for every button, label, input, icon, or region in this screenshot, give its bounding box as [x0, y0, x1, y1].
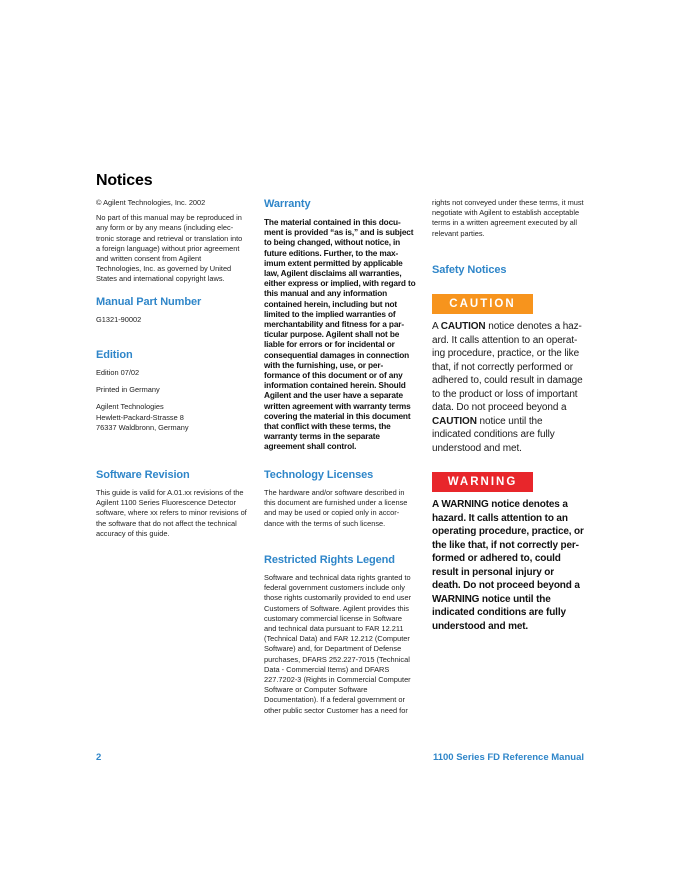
- software-revision-heading: Software Revision: [96, 469, 190, 481]
- caution-text-b: notice denotes a hazard. It calls attention to an operating procedure, practice, or the like that, if not correctly performed or adhered to, could result in damage to the product or loss of important data. Do not proceed beyond a: [432, 321, 583, 413]
- manual-part-number-value: G1321-90002: [96, 315, 142, 324]
- caution-text-c: notice until the indicated conditions are fully understood and met.: [432, 415, 555, 454]
- software-revision-section: [96, 469, 248, 539]
- page-number: 2: [96, 752, 102, 763]
- caution-text: [432, 320, 584, 455]
- manual-part-number-heading: Manual Part Number: [96, 296, 202, 308]
- caution-badge: CAUTION: [432, 294, 533, 314]
- copyright-line: © Agilent Technologies, Inc. 2002: [96, 198, 206, 207]
- printed-line: Printed in Germany: [96, 385, 160, 395]
- safety-notices-heading: Safety Notices: [432, 264, 507, 276]
- warranty-heading: Warranty: [264, 198, 311, 210]
- caution-term-2: CAUTION: [432, 415, 477, 427]
- caution-notice: [432, 320, 584, 455]
- manual-part-number-section: [96, 296, 248, 325]
- warranty-body: The material contained in this document is provided “as is,” and is subject to being changed, without notice, in future editions. Further, to the maximum extent permitted by applicable law, Agilent disclaims all warranties, either express or implied, with regard to this manual and any information contained herein, including but not limited to the implied warranties of merchantability and fitness for a particular purpose. Agilent shall not be liable for errors or for incidental or consequential damages in connection with the furnishing, use, or performance of this document or of any information contained herein. Should Agilent and the user have a separate written agreement with warranty terms covering the material in this document that conflict with these terms, the warranty terms in the separate agreement shall control.: [264, 217, 416, 452]
- technology-licenses-heading: Technology Licenses: [264, 469, 374, 481]
- warranty-section: [264, 198, 416, 452]
- edition-section: [96, 349, 248, 433]
- restricted-rights-heading: Restricted Rights Legend: [264, 554, 395, 566]
- caution-text-a: A: [432, 321, 441, 332]
- restricted-rights-continuation-text: rights not conveyed under these terms, it must negotiate with Agilent to establish acceptable terms in a written agreement executed by all relevant parties.: [432, 198, 584, 238]
- technology-licenses-body: The hardware and/or software described in this document are furnished under a license and may be used or copied only in accordance with the terms of such license.: [264, 488, 408, 528]
- address-line: Agilent Technologies: [96, 402, 164, 412]
- manual-title-footer: 1100 Series FD Reference Manual: [432, 752, 584, 763]
- caution-term: CAUTION: [440, 321, 486, 332]
- warning-badge: WARNING: [432, 472, 533, 492]
- edition-line: Edition 07/02: [96, 368, 140, 377]
- address-line: 76337 Waldbronn, Germany: [96, 422, 189, 432]
- copyright-section: [96, 198, 248, 285]
- restricted-rights-continuation: [432, 198, 584, 239]
- software-revision-body: This guide is valid for A.01.xx revisions of the Agilent 1100 Series Fluorescence Detector software, where xx refers to minor revisions of the software that do not affect the technical accuracy of this guide.: [96, 488, 247, 538]
- copyright-body: No part of this manual may be reproduced in any form or by any means (including electronic storage and retrieval or translation into a foreign language) without prior agreement and written consent from Agilent Technologies, Inc. as governed by United States and international copyright laws.: [96, 213, 243, 284]
- edition-heading: Edition: [96, 349, 133, 361]
- page-title: Notices: [96, 172, 153, 189]
- restricted-rights-body: Software and technical data rights granted to federal government customers include only those rights customarily provided to end user Customers of Software. Agilent provides this customary commercial license in Software and technical data pursuant to FAR 12.211 (Technical Data) and FAR 12.212 (Computer Software) and, for Department of Defense purchases, DFARS 252.227-7015 (Technical Data - Commercial Items) and DFARS 227.7202-3 (Rights in Commercial Computer Software or Computer Software Documentation). If a federal government or other public sector Customer has a need for: [264, 573, 412, 715]
- warning-notice: [432, 498, 584, 633]
- safety-notices-section: [432, 264, 584, 276]
- technology-licenses-section: [264, 469, 416, 529]
- warning-text: A WARNING notice denotes a hazard. It calls attention to an operating procedure, practice, or the like that, if not correctly performed or adhered to, could result in personal injury or death. Do not proceed beyond a WARNING notice until the indicated conditions are fully understood and met.: [432, 499, 584, 632]
- address-line: Hewlett-Packard-Strasse 8: [96, 412, 184, 422]
- restricted-rights-section: [264, 554, 416, 716]
